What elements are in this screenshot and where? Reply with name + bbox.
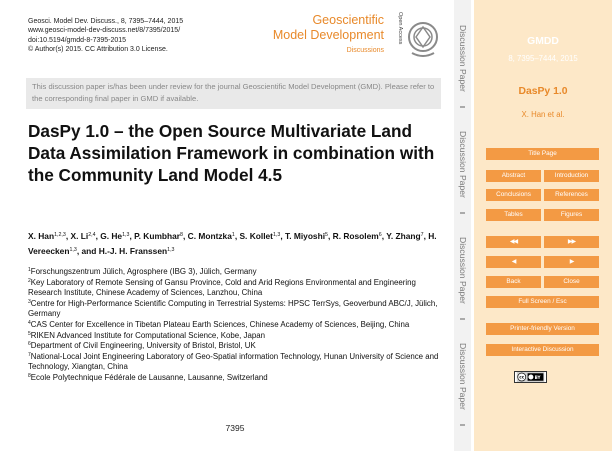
strip-label: Discussion Paper [458,24,468,92]
strip-label: Discussion Paper [458,130,468,198]
citation-header [28,17,183,54]
strip-label: Discussion Paper [458,236,468,304]
introduction-button[interactable]: Introduction [544,170,599,182]
affiliation-number: 6 [28,341,31,348]
journal-logo [268,10,444,66]
conclusions-button[interactable]: Conclusions [486,189,541,201]
author-separator: , and [76,246,99,256]
author-name: R. Rosolem [332,231,379,241]
author-affiliation-marker: 1,2,3 [54,232,66,238]
cc-by-text: BY [534,375,541,381]
journal-name-line1: Geoscientific [312,13,384,27]
references-button[interactable]: References [544,189,599,201]
license-line: © Author(s) 2015. CC Attribution 3.0 License. [28,45,168,53]
author-name: T. Miyoshi [285,231,326,241]
author-name: C. Montzka [187,231,232,241]
open-access-label: Open Access [397,12,403,45]
author-name: Y. Zhang [386,231,421,241]
page-number: 7395 [225,423,245,433]
fullscreen-button[interactable]: Full Screen / Esc [486,296,599,308]
cc-license-icon [514,371,547,383]
author-affiliation-marker: 8 [180,232,183,238]
affiliation-item [28,278,448,299]
author-affiliation-marker: 1,3 [272,232,281,238]
author-separator: , [423,231,429,241]
tables-button[interactable]: Tables [486,209,541,221]
strip-label: Discussion Paper [458,342,468,410]
website-line: www.geosci-model-dev-discuss.net/8/7395/2015/ [28,27,181,35]
author-separator: , [234,231,240,241]
author-separator: , [95,231,101,241]
author-name: S. Kollet [239,231,273,241]
abstract-button[interactable]: Abstract [486,170,541,182]
affiliation-list [28,267,448,384]
citation-line: Geosci. Model Dev. Discuss., 8, 7395–7444, 2015 [28,18,184,25]
affiliation-number: 3 [28,298,31,305]
affiliation-item [28,299,448,320]
affiliation-text: CAS Center for Excellence in Tibetan Plateau Earth Sciences, Chinese Academy of Sciences, Beijing, China [30,319,410,329]
affiliation-number: 8 [28,372,31,379]
author-affiliation-marker: 2,4 [88,232,96,238]
strip-divider [460,424,465,426]
author-separator: , [280,231,286,241]
journal-subtitle: Discussions [346,47,384,54]
author-separator: , [65,231,71,241]
strip-divider [460,106,465,108]
author-affiliation-marker: 1,3 [167,247,175,253]
last-page-button[interactable]: ▶▶ [544,236,599,248]
author-affiliation-marker: 1 [231,232,235,238]
author-affiliation-marker: 6 [378,232,382,238]
cc-text: cc [519,374,525,380]
nav-authors: X. Han et al. [521,110,565,119]
author-name: P. Kumbhar [134,231,181,241]
affiliation-number: 5 [28,330,31,337]
author-affiliation-marker: 1,3 [69,247,77,253]
affiliation-text: RIKEN Advanced Institute for Computational Science, Kobe, Japan [30,330,266,340]
first-page-button[interactable]: ◀◀ [486,236,541,248]
discussion-paper-strip [454,0,471,451]
nav-journal-title: GMDD [527,36,559,47]
printer-friendly-button[interactable]: Printer-friendly Version [486,323,599,335]
author-affiliation-marker: 5 [325,232,328,238]
author-separator: , [328,231,333,241]
figures-button[interactable]: Figures [544,209,599,221]
author-affiliation-marker: 7 [420,232,424,238]
interactive-discussion-button[interactable]: Interactive Discussion [486,344,599,356]
review-notice: This discussion paper is/has been under review for the journal Geoscientific Model Development (GMD). Please refer to the corresponding final paper in GMD if available. [26,78,441,109]
next-page-button[interactable]: ▶ [544,256,599,268]
affiliation-number: 7 [28,351,31,358]
affiliation-item [28,320,448,331]
strip-divider [460,212,465,214]
nav-short-title: DasPy 1.0 [518,86,568,97]
affiliation-item [28,331,448,342]
previous-page-button[interactable]: ◀ [486,256,541,268]
nav-pages: 8, 7395–7444, 2015 [508,54,578,63]
affiliation-text: National-Local Joint Engineering Laboratory of Geo-Spatial information Technology, Hunan University of Science and Technology, Xiangtan, China [28,351,439,372]
title-page-button[interactable]: Title Page [486,148,599,160]
paper-title: DasPy 1.0 – the Open Source Multivariate Land Data Assimilation Framework in combination with the Community Land Model 4.5 [28,121,435,185]
egu-emblem-icon [406,13,440,61]
affiliation-item [28,373,448,384]
author-list [28,229,448,259]
affiliation-text: Key Laboratory of Remote Sensing of Gansu Province, Cold and Arid Regions Environmental and Engineering Research Institute, Chinese Academy of Sciences, Lanzhou, China [28,277,416,298]
affiliation-item [28,267,448,278]
affiliation-item [28,352,448,373]
navigation-panel [474,0,612,451]
author-name: G. He [100,231,123,241]
author-separator: , [381,231,387,241]
journal-name-line2: Model Development [272,28,384,42]
doi-line: doi:10.5194/gmdd-8-7395-2015 [28,36,127,44]
affiliation-number: 1 [28,267,31,273]
affiliation-text: Ecole Polytechnique Fédérale de Lausanne, Lausanne, Switzerland [30,372,268,382]
back-button[interactable]: Back [486,276,541,288]
author-name: H.-J. H. Franssen [98,246,168,256]
affiliation-text: Department of Civil Engineering, University of Bristol, Bristol, UK [30,341,256,351]
affiliation-number: 4 [28,319,31,326]
author-name: H. Vereecken [28,231,437,256]
author-name: X. Han [28,231,55,241]
affiliation-text: Forschungszentrum Jülich, Agrosphere (IBG 3), Jülich, Germany [30,267,257,276]
close-button[interactable]: Close [544,276,599,288]
affiliation-item [28,341,448,352]
author-separator: , [183,231,188,241]
author-affiliation-marker: 1,3 [122,232,130,238]
author-separator: , [129,231,135,241]
strip-divider [460,318,465,320]
author-name: X. Li [70,231,89,241]
affiliation-text: Centre for High-Performance Scientific Computing in Terrestrial Systems: HPSC TerrSys, Geoverbund ABC/J, Jülich, Germany [28,298,438,319]
affiliation-number: 2 [28,277,31,284]
